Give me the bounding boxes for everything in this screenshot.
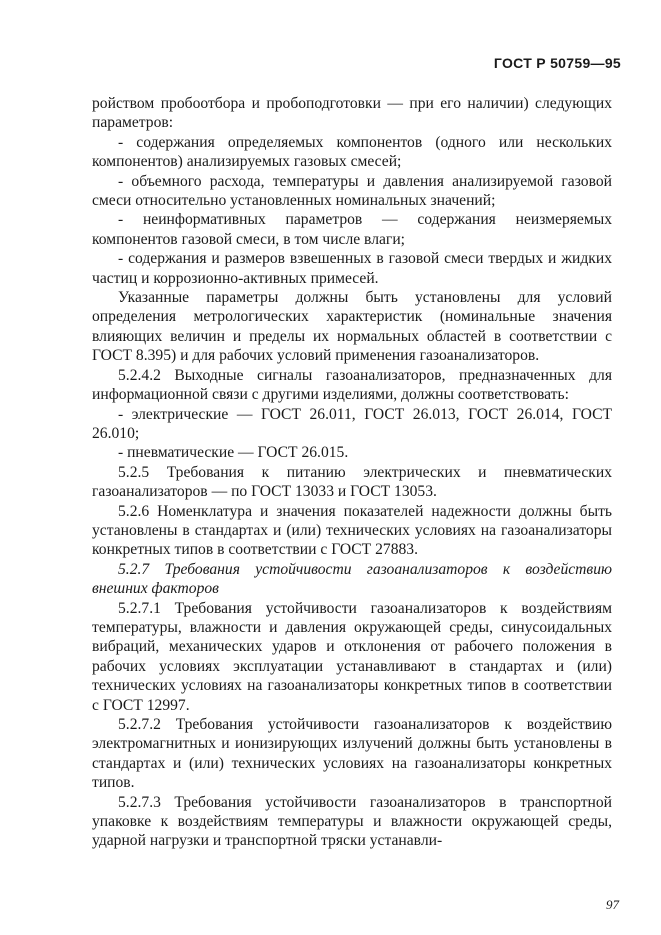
clause-5-2-7-heading: 5.2.7 Требования устойчивости газоанализаторов к воздействию внешних факторов	[92, 560, 612, 598]
paragraph-continuation: ройством пробоотбора и пробоподготовки — при его наличии) следующих параметров:	[92, 95, 612, 132]
clause-5-2-7-3: 5.2.7.3 Требования устойчивости газоанализаторов в транспортной упаковке к воздействиям температуры и влажности окружающей среды, ударной нагрузки и транспортной тряски устанавли-	[92, 793, 612, 850]
list-item-pneumatic: - пневматические — ГОСТ 26.015.	[118, 444, 349, 462]
clause-5-2-7-2: 5.2.7.2 Требования устойчивости газоанализаторов к воздействию электромагнитных и ионизирующих излучений должны быть установлены в стандартах и (или) технических условиях на газоанализаторы конкретных типов.	[92, 716, 612, 792]
document-body	[92, 94, 612, 851]
standard-header: ГОСТ Р 50759—95	[493, 55, 621, 71]
paragraph-conditions: Указанные параметры должны быть установлены для условий определения метрологических характеристик (номинальные значения влияющих величин и пределы их нормальных областей в соответствии с ГОСТ 8.395) и для рабочих условий применения газоанализаторов.	[92, 289, 612, 365]
clause-5-2-6: 5.2.6 Номенклатура и значения показателей надежности должны быть установлены в стандартах и (или) технических условиях на газоанализаторы конкретных типов в соответствии с ГОСТ 27883.	[92, 502, 612, 559]
list-item-components: - содержания определяемых компонентов (одного или нескольких компонентов) анализируемых газовых смесей;	[92, 133, 612, 171]
clause-5-2-4-2: 5.2.4.2 Выходные сигналы газоанализаторов, предназначенных для информационной связи с другими изделиями, должны соответствовать:	[92, 366, 612, 404]
list-item-noninformative: - неинформативных параметров — содержания неизмеряемых компонентов газовой смеси, в том числе влаги;	[92, 211, 612, 248]
list-item-flow: - объемного расхода, температуры и давления анализируемой газовой смеси относительно установленных номинальных значений;	[92, 172, 612, 210]
page-number: 97	[606, 897, 619, 912]
list-item-particles: - содержания и размеров взвешенных в газовой смеси твердых и жидких частиц и коррозионно-активных примесей.	[92, 250, 612, 287]
clause-5-2-7-1: 5.2.7.1 Требования устойчивости газоанализаторов к воздействиям температуры, влажности и давления окружающей среды, синусоидальных вибраций, механических ударов и отклонения от рабочего положения в рабочих условиях эксплуатации устанавливают в стандартах и (или) технических условиях на газоанализаторы конкретных типов в соответствии с ГОСТ 12997.	[92, 599, 612, 714]
clause-5-2-5: 5.2.5 Требования к питанию электрических и пневматических газоанализаторов — по ГОСТ 13033 и ГОСТ 13053.	[92, 463, 612, 501]
list-item-electrical: - электрические — ГОСТ 26.011, ГОСТ 26.013, ГОСТ 26.014, ГОСТ 26.010;	[92, 405, 612, 442]
